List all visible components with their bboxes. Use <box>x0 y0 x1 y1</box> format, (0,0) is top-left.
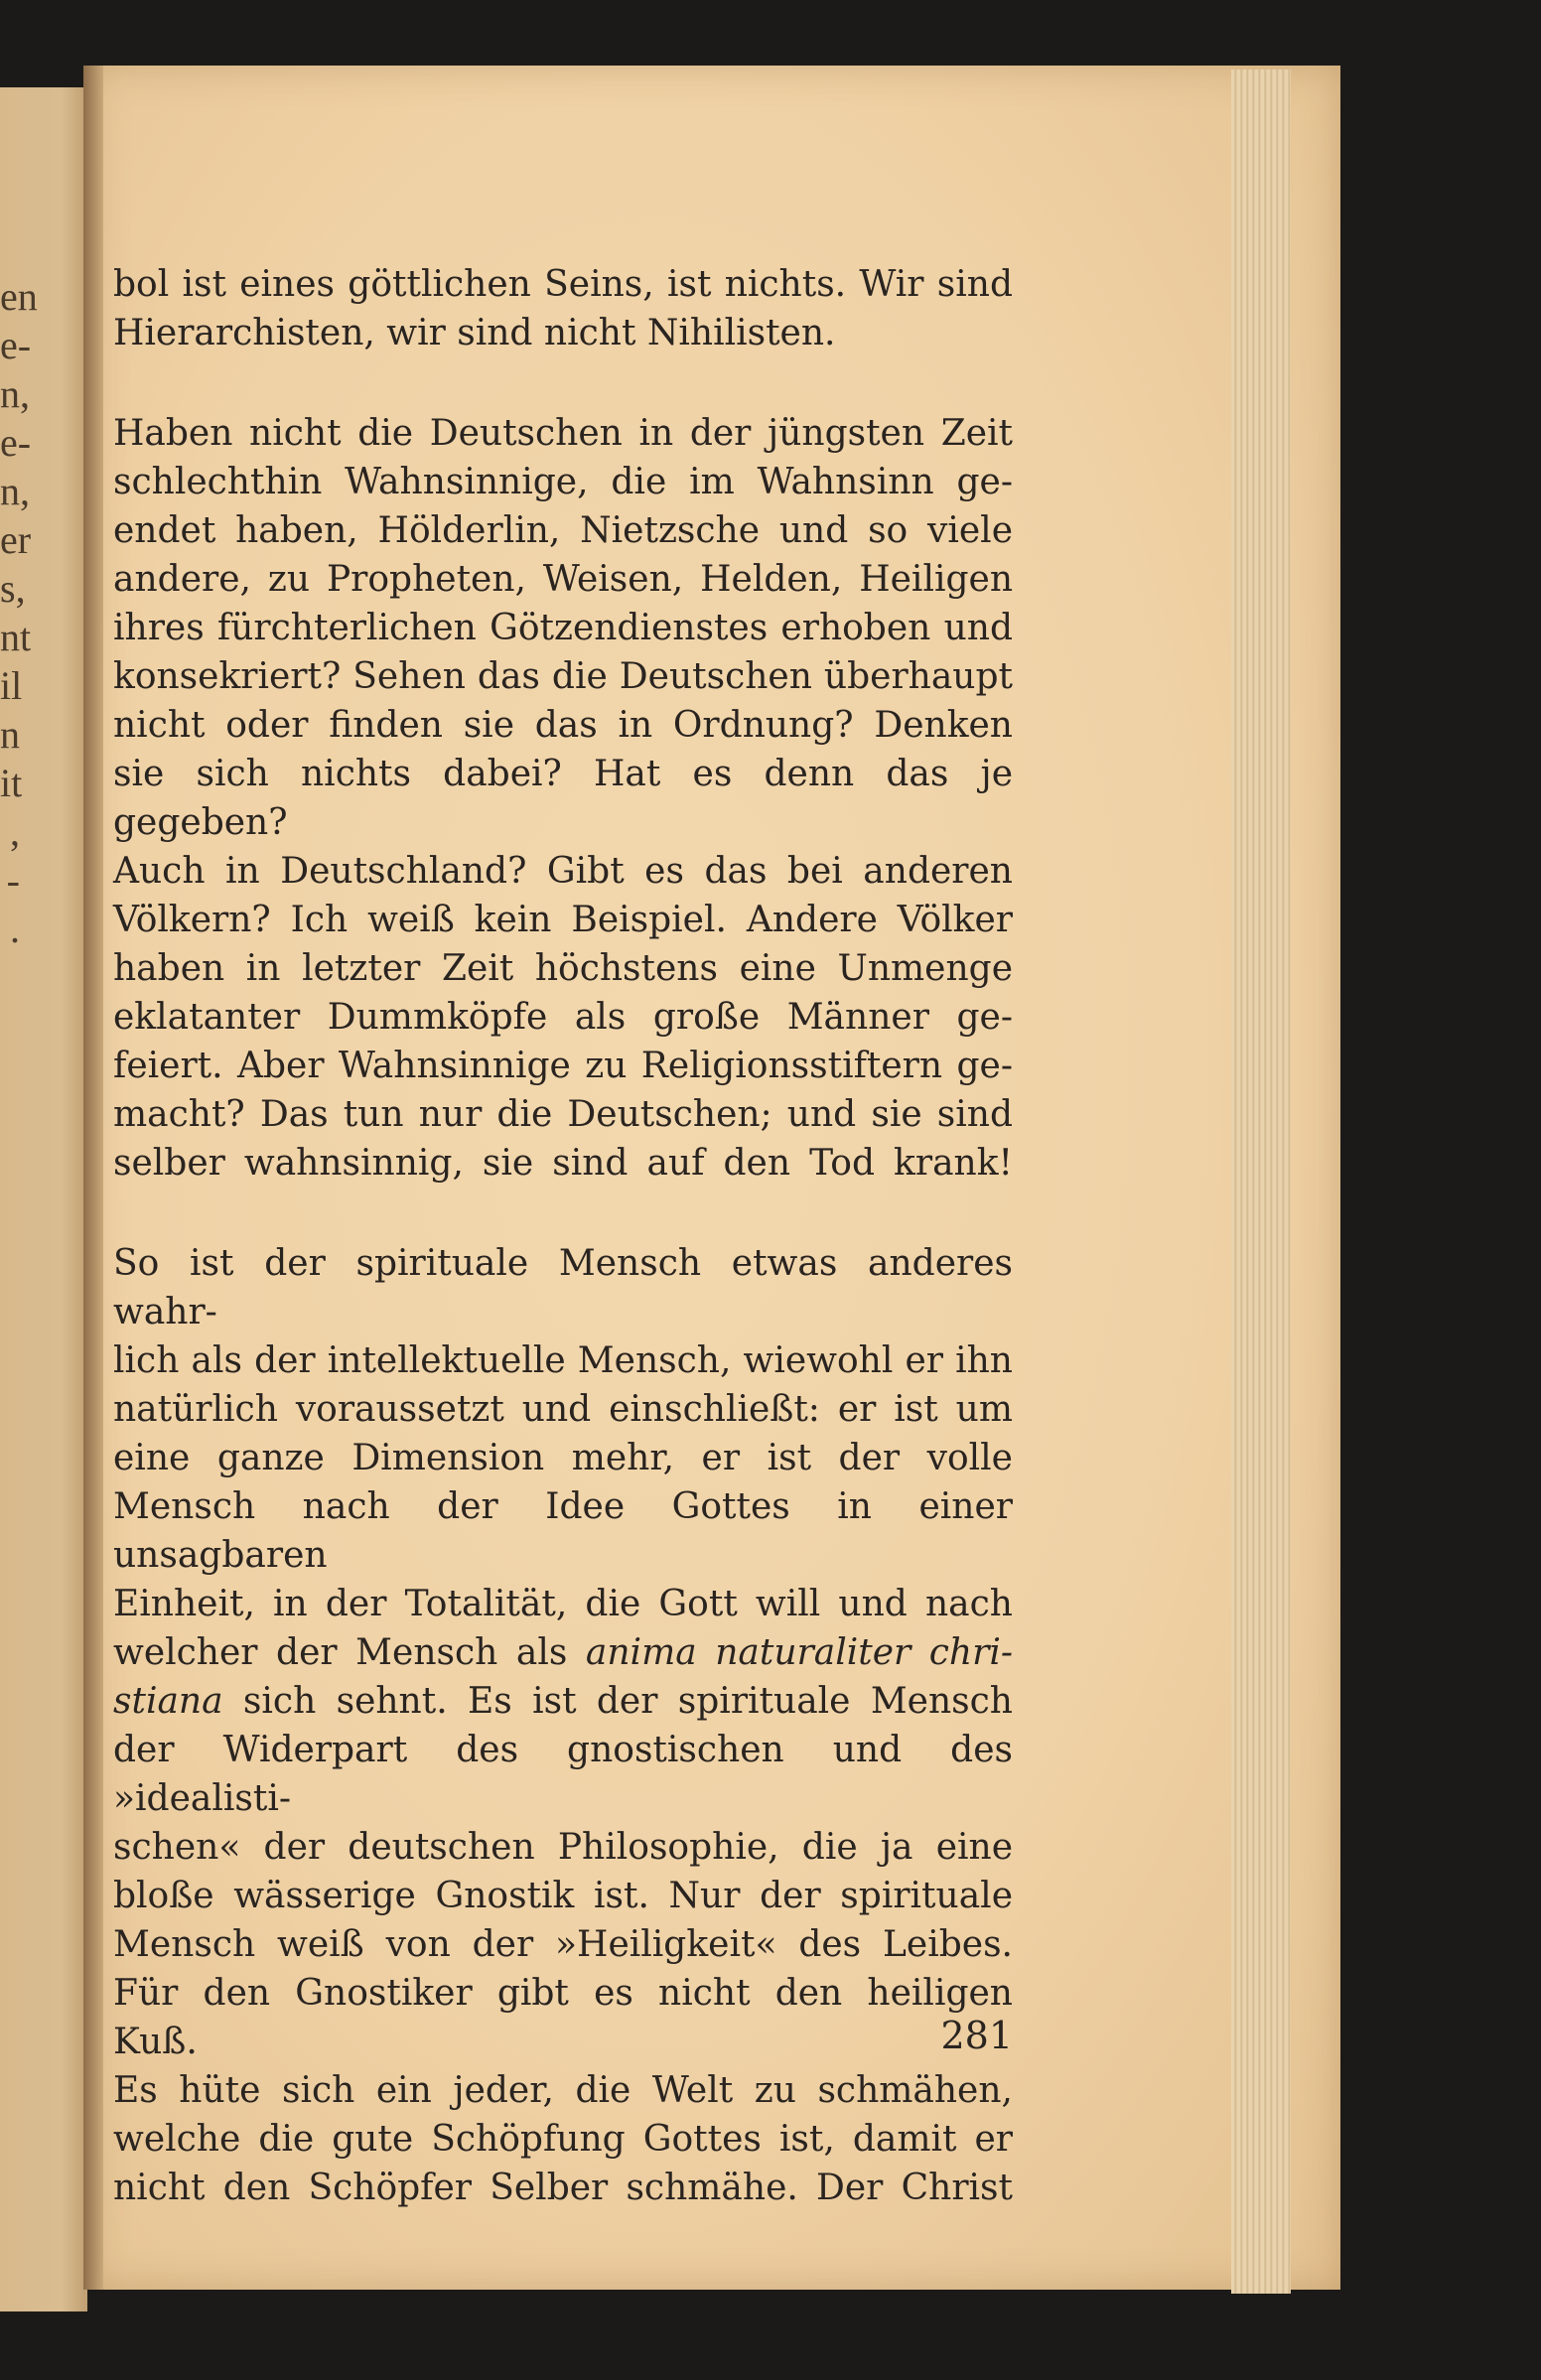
text-line: Es hüte sich ein jeder, die Welt zu schmähen, <box>113 2070 1013 2111</box>
previous-page-fragment: er <box>0 517 32 562</box>
previous-page-fragment: n, <box>0 371 30 416</box>
text-line: Hierarchisten, wir sind nicht Nihilisten. <box>113 313 836 353</box>
text-line: bol ist eines göttlichen Seins, ist nichts. Wir sind <box>113 264 1013 305</box>
text-line: Haben nicht die Deutschen in der jüngsten Zeit <box>113 413 1013 454</box>
text-line: macht? Das tun nur die Deutschen; und sie sind <box>113 1094 1013 1135</box>
text-line: feiert. Aber Wahnsinnige zu Religionsstiftern ge- <box>113 1046 1013 1086</box>
text-line: sie sich nichts dabei? Hat es denn das je gegeben? <box>113 754 1013 843</box>
previous-page-fragment: s, <box>0 566 26 611</box>
text-line-with-italic <box>113 1677 1013 1726</box>
text-line: Mensch weiß von der »Heiligkeit« des Leibes. <box>113 1924 1013 1965</box>
text-line: andere, zu Propheten, Weisen, Helden, Heiligen <box>113 559 1013 600</box>
text-line: bloße wässerige Gnostik ist. Nur der spirituale <box>113 1876 1013 1916</box>
text-line: lich als der intellektuelle Mensch, wiewohl er ihn <box>113 1340 1013 1381</box>
text-line: Für den Gnostiker gibt es nicht den heiligen Kuß. <box>113 1973 1013 2062</box>
previous-page-fragment: nt <box>0 615 32 659</box>
text-fragment: welcher der Mensch als <box>113 1632 586 1673</box>
previous-page-fragment: en <box>0 274 38 319</box>
previous-page-fragment: . <box>10 907 20 951</box>
previous-page-fragment: e- <box>0 420 32 465</box>
text-line: eine ganze Dimension mehr, er ist der volle <box>113 1438 1013 1478</box>
text-line: schen« der deutschen Philosophie, die ja eine <box>113 1827 1013 1868</box>
paragraph <box>113 260 1013 357</box>
previous-page-fragment: n <box>0 712 20 757</box>
paragraph <box>113 409 1013 1188</box>
text-line: schlechthin Wahnsinnige, die im Wahnsinn ge- <box>113 462 1013 502</box>
text-line: Einheit, in der Totalität, die Gott will und nach <box>113 1584 1013 1624</box>
text-line: nicht oder finden sie das in Ordnung? Denken <box>113 705 1013 746</box>
italic-phrase: anima naturaliter chri- <box>585 1632 1013 1673</box>
page-number: 281 <box>940 2014 1013 2057</box>
text-line: So ist der spirituale Mensch etwas anderes wahr- <box>113 1243 1013 1332</box>
previous-page-fragment: n, <box>0 469 30 513</box>
text-line: selber wahnsinnig, sie sind auf den Tod krank! <box>113 1143 1013 1184</box>
italic-phrase: stiana <box>113 1681 223 1722</box>
text-line: endet haben, Hölderlin, Nietzsche und so viele <box>113 510 1013 551</box>
text-line: welche die gute Schöpfung Gottes ist, damit er <box>113 2119 1013 2160</box>
text-line: konsekriert? Sehen das die Deutschen überhaupt <box>113 656 1013 697</box>
text-fragment: sich sehnt. Es ist der spirituale Mensch <box>222 1681 1013 1722</box>
previous-page-fragment: - <box>6 858 20 903</box>
previous-page-fragment: , <box>10 809 20 854</box>
paragraph <box>113 1239 1013 2212</box>
book-gutter <box>83 66 103 2290</box>
text-line: nicht den Schöpfer Selber schmähe. Der Christ <box>113 2168 1013 2208</box>
page-stack-edges <box>1231 70 1291 2294</box>
text-line: Auch in Deutschland? Gibt es das bei anderen <box>113 851 1013 892</box>
previous-page-fragment: e- <box>0 323 32 367</box>
page-text <box>113 260 1013 2212</box>
text-line: natürlich voraussetzt und einschließt: er ist um <box>113 1389 1013 1430</box>
previous-page-fragment: it <box>0 761 23 805</box>
text-line: ihres fürchterlichen Götzendienstes erhoben und <box>113 608 1013 648</box>
text-line: eklatanter Dummköpfe als große Männer ge- <box>113 997 1013 1038</box>
text-line-with-italic <box>113 1628 1013 1677</box>
previous-page-edge <box>0 87 87 2311</box>
text-line: Mensch nach der Idee Gottes in einer unsagbaren <box>113 1486 1013 1576</box>
text-line: Völkern? Ich weiß kein Beispiel. Andere Völker <box>113 900 1013 940</box>
text-line: der Widerpart des gnostischen und des »idealisti- <box>113 1730 1013 1819</box>
text-line: haben in letzter Zeit höchstens eine Unmenge <box>113 948 1013 989</box>
previous-page-fragment: il <box>0 663 23 708</box>
